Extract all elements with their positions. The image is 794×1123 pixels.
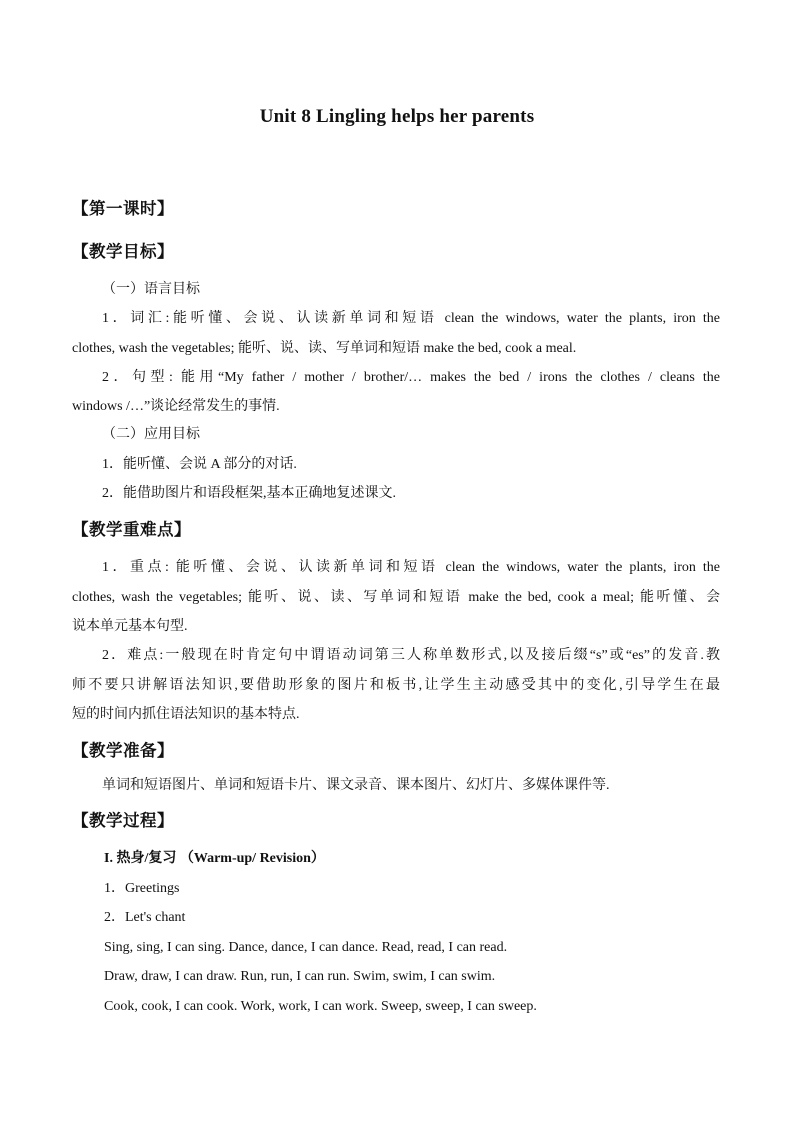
heading-key-points: 【教学重难点】 [72,520,191,539]
key-points-p2-line1: 2．难点:一般现在时肯定句中谓语动词第三人称单数形式,以及接后缀“s”或“es”的发音.教 [102,648,720,663]
process-step1: I. 热身/复习 （Warm-up/ Revision） [104,851,325,866]
heading-process: 【教学过程】 [72,811,174,830]
key-points-p2-line2: 师不要只讲解语法知识,要借助形象的图片和板书,让学生主动感受其中的变化,引导学生在最 [72,678,720,693]
chant-line2: Draw, draw, I can draw. Run, run, I can run. Swim, swim, I can swim. [104,969,496,984]
document-title: Unit 8 Lingling helps her parents [259,106,535,127]
preparation-text: 单词和短语图片、单词和短语卡片、课文录音、课本图片、幻灯片、多媒体课件等. [102,778,610,793]
objectives-item2-line1: 2．句型: 能用“My father / mother / brother/… makes the bed / irons the clothes / cleans the [102,370,720,385]
objectives-sub2: （二）应用目标 [102,427,200,442]
objectives-item1-line2: clothes, wash the vegetables; 能听、说、读、写单词和短语 make the bed, cook a meal. [72,341,577,356]
process-item1: 1．Greetings [104,881,180,896]
objectives-item1-line1: 1．词汇:能听懂、会说、认读新单词和短语 clean the windows, water the plants, iron the [102,311,720,326]
heading-lesson: 【第一课时】 [72,199,174,218]
key-points-p1-line1: 1．重点: 能听懂、会说、认读新单词和短语 clean the windows, water the plants, iron the [102,560,720,575]
chant-line3: Cook, cook, I can cook. Work, work, I can work. Sweep, sweep, I can sweep. [104,999,537,1014]
key-points-p1-line2: clothes, wash the vegetables; 能听、说、读、写单词和短语 make the bed, cook a meal; 能听懂、会 [72,590,720,605]
key-points-p1-line3: 说本单元基本句型. [72,619,188,634]
chant-line1: Sing, sing, I can sing. Dance, dance, I can dance. Read, read, I can read. [104,940,508,955]
process-item2: 2．Let's chant [104,910,186,925]
objectives-item4: 2．能借助图片和语段框架,基本正确地复述课文. [102,486,396,501]
objectives-item3: 1．能听懂、会说 A 部分的对话. [102,457,297,472]
objectives-item2-line2: windows /…”谈论经常发生的事情. [72,399,280,414]
heading-preparation: 【教学准备】 [72,741,174,760]
key-points-p2-line3: 短的时间内抓住语法知识的基本特点. [72,707,300,722]
objectives-sub1: （一）语言目标 [102,282,200,297]
heading-objectives: 【教学目标】 [72,242,174,261]
